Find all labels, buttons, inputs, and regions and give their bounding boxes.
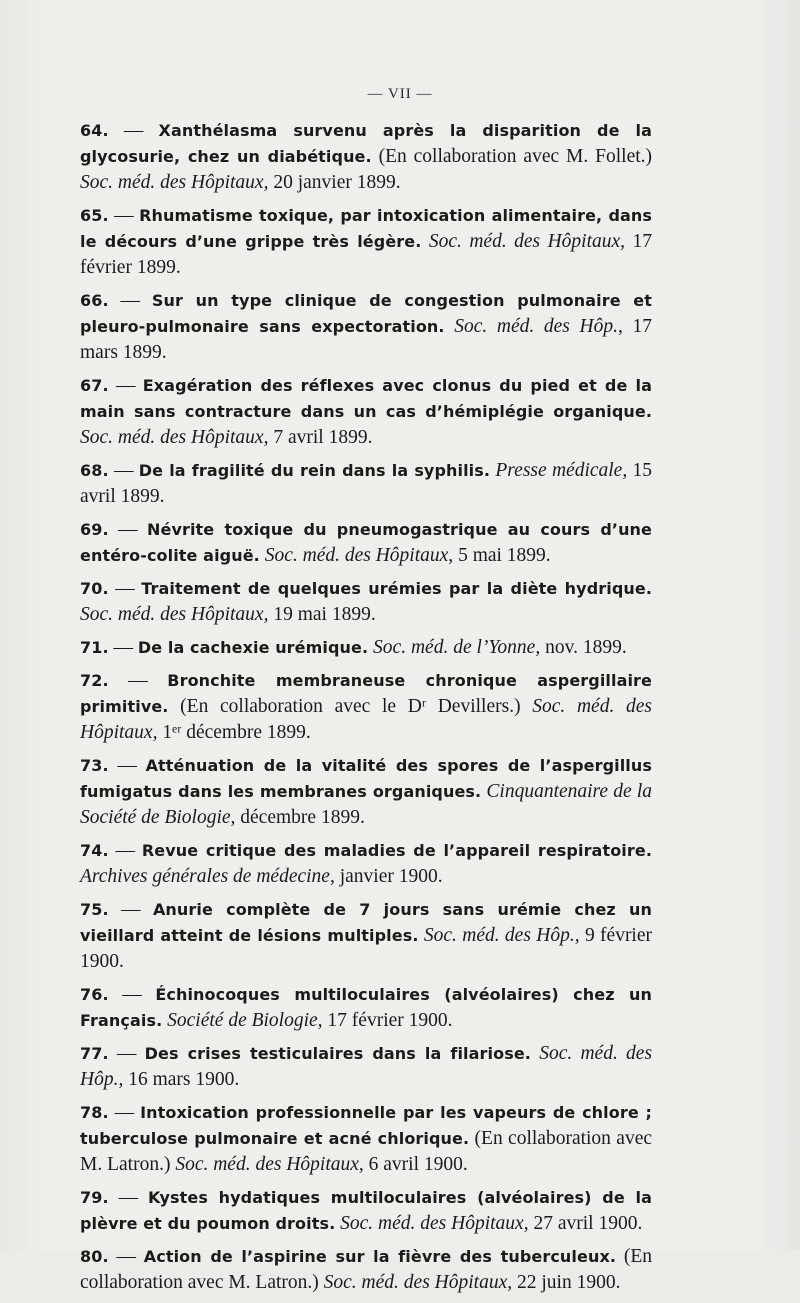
bibliography-entry: 74. — Revue critique des maladies de l’appareil respiratoire. Archives générales de médecine, janvier 1900. <box>80 840 653 887</box>
entry-citation: Cinquantenaire de la Société de Biologie, décembre 1899. <box>80 781 652 828</box>
entry-number: 73. <box>80 756 109 775</box>
entry-citation: Société de Biologie, 17 février 1900. <box>167 1010 453 1031</box>
entry-title: Exagération des réflexes avec clonus du pied et de la main sans contracture dans un cas d’hémiplégie organique. <box>80 376 652 421</box>
entry-number: 66. <box>80 291 109 310</box>
bibliography-entry: 76. — Échinocoques multiloculaires (alvéolaires) chez un Français. Société de Biologie, 17 février 1900. <box>80 984 652 1031</box>
bibliography-entry: 78. — Intoxication professionnelle par les vapeurs de chlore ; tuberculose pulmonaire et acné chlorique. (En collaboration avec M. Latron.) Soc. méd. des Hôpitaux, 6 avril 1900. <box>80 1102 653 1175</box>
entry-title: Des crises testiculaires dans la filariose. <box>144 1044 531 1063</box>
entry-citation: Archives générales de médecine, janvier 1900. <box>80 866 443 887</box>
bibliography-entry: 64. — Xanthélasma survenu après la disparition de la glycosurie, chez un diabétique. (En collaboration avec M. Follet.) Soc. méd. des Hôpitaux, 20 janvier 1899. <box>80 120 653 193</box>
entry-citation: Soc. méd. des Hôp., 16 mars 1900. <box>80 1043 653 1090</box>
bibliography-entry: 71. — De la cachexie urémique. Soc. méd. de l’Yonne, nov. 1899. <box>80 637 627 658</box>
entry-citation: Soc. méd. des Hôpitaux, 27 avril 1900. <box>340 1213 643 1234</box>
entry-citation: (En collaboration avec M. Latron.) Soc. méd. des Hôpitaux, 22 juin 1900. <box>80 1246 652 1293</box>
bibliography-entry: 75. — Anurie complète de 7 jours sans urémie chez un vieillard atteint de lésions multiples. Soc. méd. des Hôp., 9 février 1900. <box>80 899 653 972</box>
entry-number: 74. <box>80 841 109 860</box>
bibliography-entry: 66. — Sur un type clinique de congestion pulmonaire et pleuro-pulmonaire sans expectoration. Soc. méd. des Hôp., 17 mars 1899. <box>80 290 653 363</box>
entry-number: 67. <box>80 376 109 395</box>
entry-number: 75. <box>80 900 109 919</box>
entry-citation: Soc. méd. des Hôpitaux, 5 mai 1899. <box>264 545 551 566</box>
page-number: — VII — <box>367 86 433 102</box>
entry-number: 78. <box>80 1103 109 1122</box>
entry-number: 71. <box>80 638 109 657</box>
entry-citation: (En collaboration avec M. Follet.) Soc. méd. des Hôpitaux, 20 janvier 1899. <box>80 146 653 193</box>
bibliography-entry: 77. — Des crises testiculaires dans la filariose. Soc. méd. des Hôp., 16 mars 1900. <box>80 1043 653 1090</box>
entry-citation: Soc. méd. des Hôpitaux, 7 avril 1899. <box>80 427 373 448</box>
entry-number: 70. <box>80 579 109 598</box>
bibliography-list <box>80 118 652 1303</box>
bibliography-entry: 79. — Kystes hydatiques multiloculaires (alvéolaires) de la plèvre et du poumon droits. Soc. méd. des Hôpitaux, 27 avril 1900. <box>80 1187 652 1234</box>
entry-title: Intoxication professionnelle par les vapeurs de chlore ; tuberculose pulmonaire et acné chlorique. <box>80 1103 653 1148</box>
entry-title: Action de l’aspirine sur la fièvre des tuberculeux. <box>143 1247 617 1266</box>
entry-citation: (En collaboration avec M. Latron.) Soc. méd. des Hôpitaux, 6 avril 1900. <box>80 1128 653 1175</box>
entry-number: 76. <box>80 985 109 1004</box>
entry-citation: Soc. méd. des Hôp., 9 février 1900. <box>80 925 653 972</box>
entry-title: Bronchite membraneuse chronique aspergillaire primitive. <box>80 671 652 716</box>
entry-citation: (En collaboration avec le Dʳ Devillers.) Soc. méd. des Hôpitaux, 1ᵉʳ décembre 1899. <box>80 696 652 743</box>
entry-number: 65. <box>80 206 109 225</box>
bibliography-entry: 72. — Bronchite membraneuse chronique aspergillaire primitive. (En collaboration avec le Dʳ Devillers.) Soc. méd. des Hôpitaux, 1ᵉʳ décembre 1899. <box>80 670 652 743</box>
entry-citation: Soc. méd. de l’Yonne, nov. 1899. <box>373 637 627 658</box>
entry-number: 72. <box>80 671 109 690</box>
entry-title: De la fragilité du rein dans la syphilis. <box>138 461 491 480</box>
entry-title: Revue critique des maladies de l’appareil respiratoire. <box>141 841 653 860</box>
entry-citation: Soc. méd. des Hôpitaux, 19 mai 1899. <box>80 604 376 625</box>
entry-number: 80. <box>80 1247 109 1266</box>
entry-title: Névrite toxique du pneumogastrique au cours d’une entéro-colite aiguë. <box>80 520 652 565</box>
entry-title: De la cachexie urémique. <box>137 638 369 657</box>
bibliography-entry: 73. — Atténuation de la vitalité des spores de l’aspergillus fumigatus dans les membranes organiques. Cinquantenaire de la Société de Biologie, décembre 1899. <box>80 755 653 828</box>
entry-title: Atténuation de la vitalité des spores de l’aspergillus fumigatus dans les membranes organiques. <box>80 756 653 801</box>
bibliography-entry: 80. — Action de l’aspirine sur la fièvre des tuberculeux. (En collaboration avec M. Latron.) Soc. méd. des Hôpitaux, 22 juin 1900. <box>80 1246 652 1293</box>
entry-citation: Soc. méd. des Hôpitaux, 17 février 1899. <box>80 231 652 278</box>
entry-citation: Presse médicale, 15 avril 1899. <box>80 460 653 507</box>
bibliography-entry: 68. — De la fragilité du rein dans la syphilis. Presse médicale, 15 avril 1899. <box>80 460 653 507</box>
entry-title: Traitement de quelques urémies par la diète hydrique. <box>141 579 652 598</box>
entry-number: 79. <box>80 1188 109 1207</box>
entry-title: Échinocoques multiloculaires (alvéolaires) chez un Français. <box>80 985 652 1030</box>
entry-title: Kystes hydatiques multiloculaires (alvéolaires) de la plèvre et du poumon droits. <box>80 1188 652 1233</box>
entry-title: Sur un type clinique de congestion pulmonaire et pleuro-pulmonaire sans expectoration. <box>80 291 652 336</box>
bibliography-entry: 70. — Traitement de quelques urémies par la diète hydrique. Soc. méd. des Hôpitaux, 19 mai 1899. <box>80 578 652 625</box>
entry-title: Rhumatisme toxique, par intoxication alimentaire, dans le décours d’une grippe très légère. <box>80 206 653 251</box>
bibliography-entry: 67. — Exagération des réflexes avec clonus du pied et de la main sans contracture dans un cas d’hémiplégie organique. Soc. méd. des Hôpitaux, 7 avril 1899. <box>80 375 652 448</box>
entry-number: 77. <box>80 1044 109 1063</box>
bibliography-entry: 65. — Rhumatisme toxique, par intoxication alimentaire, dans le décours d’une grippe très légère. Soc. méd. des Hôpitaux, 17 février 1899. <box>80 205 653 278</box>
bibliography-entry: 69. — Névrite toxique du pneumogastrique au cours d’une entéro-colite aiguë. Soc. méd. des Hôpitaux, 5 mai 1899. <box>80 519 652 566</box>
entry-number: 69. <box>80 520 109 539</box>
entry-number: 68. <box>80 461 109 480</box>
entry-title: Xanthélasma survenu après la disparition de la glycosurie, chez un diabétique. <box>80 121 653 166</box>
entry-title: Anurie complète de 7 jours sans urémie chez un vieillard atteint de lésions multiples. <box>80 900 653 945</box>
entry-number: 64. <box>80 121 109 140</box>
entry-citation: Soc. méd. des Hôp., 17 mars 1899. <box>80 316 653 363</box>
